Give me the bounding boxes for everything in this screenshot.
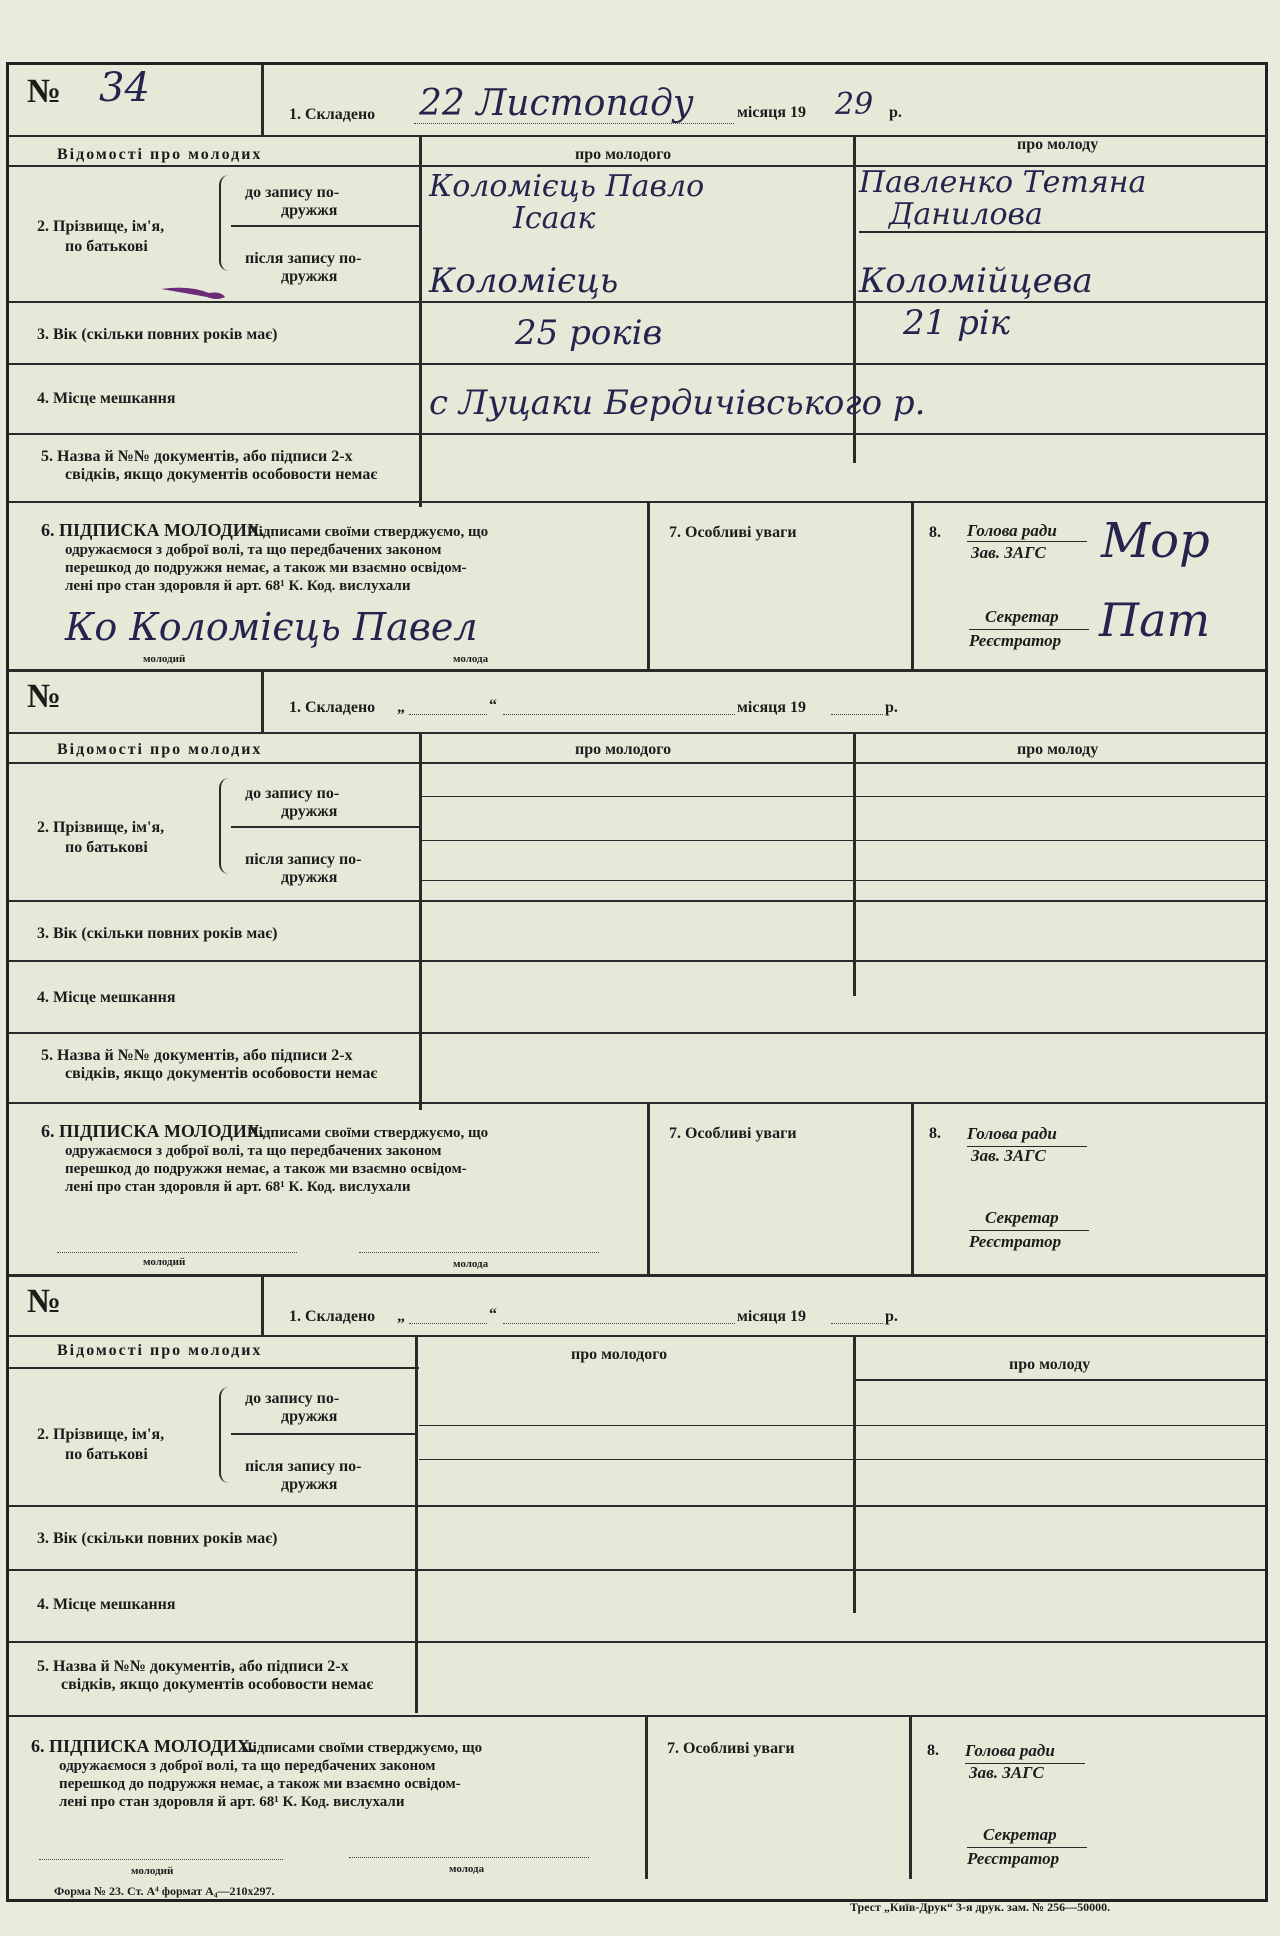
item6-text-2: одружаємося з доброї волі, та що передбачених законом [65,542,442,558]
item2-label: 2. Прізвище, ім'я, [37,819,165,836]
item3-label: 3. Вік (скільки повних років має) [37,925,278,942]
row-line [9,1569,1265,1571]
after-marriage-label-2: дружжя [281,869,338,886]
close-quote: “ [489,1306,497,1323]
divider [261,65,264,135]
row-line [9,1102,1265,1104]
writing-line [419,1459,1265,1460]
row-line [9,1641,1265,1643]
divider [419,135,422,507]
bride-age: 21 рік [903,303,1011,343]
ink-blot-icon [159,281,229,301]
divider [911,1102,914,1274]
secretary-label: Секретар [985,607,1059,626]
day-line [409,714,487,715]
groom-signature-line [57,1252,297,1253]
row-line [9,501,1265,503]
item6-text-4: лені про стан здоровля й арт. 68¹ К. Код. вислухали [65,1179,411,1195]
couple-signatures: Ко Коломієць Павел [65,605,478,649]
item2-label-b: по батькові [65,238,148,255]
divider [647,501,650,669]
groom-signature-label: молодий [131,1865,174,1877]
chair-signature: Мор [1101,513,1210,569]
divider [853,1335,856,1613]
marriage-record-2 [9,670,1265,1274]
item6-text-1: Підписами своїми стверджуємо, що [247,1125,489,1141]
month-label: місяця 19 [737,699,806,716]
after-marriage-label: після запису по- [245,851,362,868]
item6-title: 6. ПІДПИСКА МОЛОДИХ. [41,520,265,540]
bride-signature-label: молода [453,1258,489,1270]
marriage-record-1 [9,65,1265,669]
divider [261,1275,264,1337]
divider [645,1715,648,1879]
bride-name-before: Павленко Тетяна [859,165,1147,200]
underline [967,1847,1087,1848]
close-quote: “ [489,697,497,714]
bride-name-after: Коломійцева [859,261,1093,301]
row-line [9,1335,1265,1337]
item6-text-2: одружаємося з доброї волі, та що передбачених законом [65,1143,442,1159]
divider [415,1335,418,1713]
bride-name-before-2: Данилова [889,197,1043,232]
bride-signature-line [349,1857,589,1858]
before-marriage-label-2: дружжя [281,1408,338,1425]
marriage-record-3 [9,1275,1265,1879]
zags-label: Зав. ЗАГС [969,1763,1044,1782]
divider [911,501,914,669]
date-line [414,123,734,124]
item3-label: 3. Вік (скільки повних років має) [37,1530,278,1547]
item7-label: 7. Особливі уваги [667,1740,795,1757]
item5-label-2: свідків, якщо документів особовости немає [65,466,378,483]
day-line [409,1323,487,1324]
underline [969,629,1089,630]
zags-label: Зав. ЗАГС [971,1146,1046,1165]
item5-label-2: свідків, якщо документів особовости немає [61,1676,374,1693]
row-line [859,231,1265,233]
divider [261,670,264,732]
item6-title: 6. ПІДПИСКА МОЛОДИХ. [31,1736,255,1756]
bride-signature-label: молода [449,1863,485,1875]
divider [647,1102,650,1274]
record-number-sign: № [27,73,62,110]
open-quote: „ [397,1308,405,1325]
year-suffix: р. [885,699,898,716]
brace [219,778,231,874]
row-line [9,762,1265,764]
writing-line [419,1425,1265,1426]
item2-label-b: по батькові [65,839,148,856]
year-suffix: р. [885,1308,898,1325]
row-line [9,900,1265,902]
item6-text-3: перешкод до подружжя немає, а також ми взаємно освідом- [65,560,467,576]
month-line [503,714,735,715]
year-suffix: р. [889,104,902,121]
item6-text-2: одружаємося з доброї волі, та що передбачених законом [59,1758,436,1774]
divider [909,1715,912,1879]
item7-label: 7. Особливі уваги [669,524,797,541]
item5-label: 5. Назва й №№ документів, або підписи 2-х [41,1047,353,1064]
record-number-sign: № [27,1283,62,1320]
secretary-label: Секретар [983,1825,1057,1844]
month-label: місяця 19 [737,104,806,121]
brace [219,1387,231,1483]
after-marriage-label: після запису по- [245,1458,362,1475]
before-marriage-label-2: дружжя [281,803,338,820]
section-header: Відомості про молодих [57,146,263,163]
row-line [9,433,1265,435]
before-marriage-label: до запису по- [245,1390,340,1407]
brace [219,175,231,271]
year-line [831,1323,883,1324]
bride-signature-line [359,1252,599,1253]
underline [969,1230,1089,1231]
month-line [503,1323,735,1324]
groom-column-header: про молодого [575,741,672,758]
item6-text-1: Підписами своїми стверджуємо, що [247,524,489,540]
groom-signature-label: молодий [143,653,186,665]
before-marriage-label: до запису по- [245,785,340,802]
item7-label: 7. Особливі уваги [669,1125,797,1142]
divider [419,732,422,1110]
groom-name-before-2: Ісаак [513,201,596,236]
chair-label: Голова ради [967,1124,1057,1143]
secretary-label: Секретар [985,1208,1059,1227]
after-marriage-label-2: дружжя [281,268,338,285]
registrar-label: Реєстратор [969,1232,1062,1251]
row-line [9,1367,419,1369]
row-line [853,1379,1265,1381]
bride-column-header: про молоду [1017,741,1099,758]
item6-text-1: Підписами своїми стверджуємо, що [241,1740,483,1756]
registrar-label: Реєстратор [967,1849,1060,1868]
item6-text-3: перешкод до подружжя немає, а також ми взаємно освідом- [65,1161,467,1177]
groom-age: 25 років [515,313,663,353]
open-quote: „ [397,699,405,716]
item2-label-b: по батькові [65,1446,148,1463]
record-date-day-month: 22 Листопаду [419,83,694,124]
section-header: Відомості про молодих [57,1342,263,1359]
item1-label: 1. Складено [289,1308,376,1325]
section-header: Відомості про молодих [57,741,263,758]
chair-label: Голова ради [965,1741,1055,1760]
divider [853,732,856,996]
row-line [231,826,419,828]
writing-line [419,796,1265,797]
bride-signature-label: молода [453,653,489,665]
item3-label: 3. Вік (скільки повних років має) [37,326,278,343]
year-line [831,714,883,715]
row-line [9,960,1265,962]
groom-name-after: Коломієць [429,261,619,301]
row-line [9,363,1265,365]
registrar-label: Реєстратор [969,631,1062,650]
item1-label: 1. Складено [289,106,376,123]
month-label: місяця 19 [737,1308,806,1325]
item5-label: 5. Назва й №№ документів, або підписи 2-х [37,1658,349,1675]
row-line [231,1433,415,1435]
residence: с Луцаки Бердичівського р. [429,383,926,423]
item8-number: 8. [929,524,941,541]
item6-text-4: лені про стан здоровля й арт. 68¹ К. Код. вислухали [65,578,411,594]
item6-text-3: перешкод до подружжя немає, а також ми взаємно освідом- [59,1776,461,1792]
item8-number: 8. [929,1125,941,1142]
record-number-value: 34 [99,65,150,111]
after-marriage-label-2: дружжя [281,1476,338,1493]
groom-column-header: про молодого [575,146,672,163]
row-line [9,301,1265,303]
groom-signature-line [39,1859,283,1860]
before-marriage-label: до запису по- [245,184,340,201]
zags-label: Зав. ЗАГС [971,543,1046,562]
bride-column-header: про молоду [1009,1356,1091,1373]
item8-number: 8. [927,1742,939,1759]
record-number-sign: № [27,678,62,715]
row-line [231,225,419,227]
row-line [9,1032,1265,1034]
secretary-signature: Пат [1099,593,1211,647]
item4-label: 4. Місце мешкання [37,1596,176,1613]
after-marriage-label: після запису по- [245,250,362,267]
footer-printer-info: Трест „Київ-Друк“ 3-я друк. зам. № 256—50000. [850,1900,1111,1914]
groom-signature-label: молодий [143,1256,186,1268]
writing-line [419,840,1265,841]
item6-title: 6. ПІДПИСКА МОЛОДИХ. [41,1121,265,1141]
record-year: 29 [835,87,874,122]
item4-label: 4. Місце мешкання [37,390,176,407]
item2-label: 2. Прізвище, ім'я, [37,1426,165,1443]
item6-text-4: лені про стан здоровля й арт. 68¹ К. Код. вислухали [59,1794,405,1810]
groom-column-header: про молодого [571,1346,668,1363]
groom-name-before: Коломієць Павло [429,169,705,204]
bride-column-header: про молоду [1017,136,1099,153]
item4-label: 4. Місце мешкання [37,989,176,1006]
writing-line [419,880,1265,881]
item2-label: 2. Прізвище, ім'я, [37,218,165,235]
item5-label: 5. Назва й №№ документів, або підписи 2-х [41,448,353,465]
row-line [9,1505,1265,1507]
item1-label: 1. Складено [289,699,376,716]
item5-label-2: свідків, якщо документів особовости немає [65,1065,378,1082]
underline [967,541,1087,542]
before-marriage-label-2: дружжя [281,202,338,219]
row-line [9,1715,1265,1717]
footer-form-info: Форма № 23. Ст. А⁴ формат А₄—210х297. [54,1884,275,1898]
chair-label: Голова ради [967,521,1057,540]
registry-page [6,62,1268,1902]
row-line [9,732,1265,734]
